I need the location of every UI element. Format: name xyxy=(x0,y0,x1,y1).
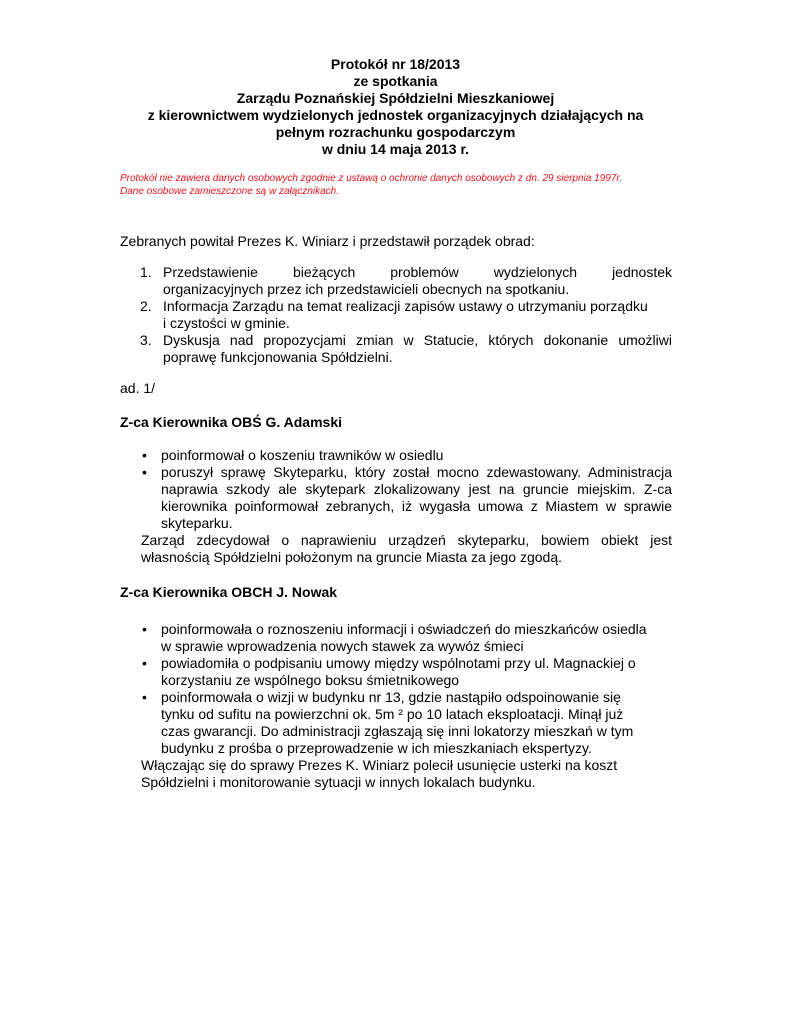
followup-text: Zarząd zdecydował o naprawieniu urządzeń skyteparku, bowiem obiekt jest xyxy=(141,532,672,548)
section-bullets xyxy=(120,621,672,791)
agenda-item xyxy=(120,332,672,366)
bullet-item xyxy=(120,464,672,532)
title-line: Protokół nr 18/2013 xyxy=(330,56,461,72)
agenda-item-number: 3. xyxy=(140,332,152,348)
section-bullets xyxy=(120,447,672,566)
bullet-text: korzystaniu ze wspólnego boksu śmietnikowego xyxy=(161,672,460,688)
bullet-icon: • xyxy=(142,621,147,637)
bullet-text: w sprawie wprowadzenia nowych stawek za wywóz śmieci xyxy=(161,638,524,654)
privacy-note-line: Dane osobowe zamieszczone są w załącznikach. xyxy=(120,186,339,197)
agenda-item-text: poprawę funkcjonowania Spółdzielni. xyxy=(163,349,393,365)
privacy-note-line: Protokół nie zawiera danych osobowych zgodnie z ustawą o ochronie danych osobowych z dn. 29 sierpnia 1997r. xyxy=(120,173,623,184)
agenda-item-text: Dyskusja nad propozycjami zmian w Statucie, których dokonanie umożliwi xyxy=(163,332,672,348)
section-followup xyxy=(120,532,672,566)
title-line: w dniu 14 maja 2013 r. xyxy=(321,141,470,157)
bullet-text: budynku z prośba o przeprowadzenie w ich mieszkaniach ekspertyzy. xyxy=(161,740,592,756)
bullet-icon: • xyxy=(142,447,147,463)
bullet-text: poinformowała o wizji w budynku nr 13, gdzie nastąpiło odspoinowanie się xyxy=(161,689,621,705)
title-line: pełnym rozrachunku gospodarczym xyxy=(275,124,516,140)
bullet-text: poruszył sprawę Skyteparku, który został mocno zdewastowany. Administracja xyxy=(161,464,672,480)
bullet-item xyxy=(120,447,672,464)
bullet-text: kierownika poinformował zebranych, iż wygasła umowa z Miastem w sprawie xyxy=(161,498,672,514)
bullet-text: powiadomiła o podpisaniu umowy między wspólnotami przy ul. Magnackiej o xyxy=(161,655,636,671)
bullet-icon: • xyxy=(142,464,147,480)
bullet-item xyxy=(120,655,672,689)
title-line: ze spotkania xyxy=(353,73,438,89)
intro-paragraph: Zebranych powitał Prezes K. Winiarz i przedstawił porządek obrad: xyxy=(120,233,535,249)
bullet-text: czas gwarancji. Do administracji zgłaszają się inni lokatorzy mieszkań w tym xyxy=(161,723,634,739)
agenda-list xyxy=(120,264,672,366)
agenda-item xyxy=(120,264,672,298)
agenda-item-text: organizacyjnych przez ich przedstawicieli obecnych na spotkaniu. xyxy=(163,281,570,297)
agenda-item-text: i czystości w gminie. xyxy=(163,315,290,331)
bullet-text: naprawia szkody ale skytepark zlokalizowany jest na gruncie miejskim. Z-ca xyxy=(161,481,672,497)
agenda-item-text: Przedstawienie bieżących problemów wydzielonych jednostek xyxy=(163,264,672,280)
bullet-item xyxy=(120,689,672,757)
bullet-icon: • xyxy=(142,689,147,705)
followup-text: Włączając się do sprawy Prezes K. Winiarz polecił usunięcie usterki na koszt xyxy=(141,757,618,773)
agenda-item-number: 2. xyxy=(140,298,152,314)
document-title xyxy=(100,56,691,158)
bullet-icon: • xyxy=(142,655,147,671)
bullet-text: poinformowała o roznoszeniu informacji i oświadczeń do mieszkańców osiedla xyxy=(161,621,647,637)
title-line: Zarządu Poznańskiej Spółdzielni Mieszkaniowej xyxy=(236,90,555,106)
bullet-item xyxy=(120,621,672,655)
agenda-item xyxy=(120,298,672,332)
title-line: z kierownictwem wydzielonych jednostek organizacyjnych działających na xyxy=(147,107,644,123)
section-heading: Z-ca Kierownika OBCH J. Nowak xyxy=(120,584,338,600)
privacy-note xyxy=(120,172,720,198)
bullet-text: tynku od sufitu na powierzchni ok. 5m ² po 10 latach eksploatacji. Minął już xyxy=(161,706,624,722)
section-heading: Z-ca Kierownika OBŚ G. Adamski xyxy=(120,414,342,430)
agenda-item-text: Informacja Zarządu na temat realizacji zapisów ustawy o utrzymaniu porządku xyxy=(163,298,648,314)
followup-text: Spółdzielni i monitorowanie sytuacji w innych lokalach budynku. xyxy=(141,774,536,790)
followup-text: własnością Spółdzielni położonym na gruncie Miasta za jego zgodą. xyxy=(141,549,563,565)
section-followup xyxy=(120,757,672,791)
bullet-text: skyteparku. xyxy=(161,515,233,531)
bullet-text: poinformował o koszeniu trawników w osiedlu xyxy=(161,447,444,463)
agenda-item-number: 1. xyxy=(140,264,152,280)
ad-label: ad. 1/ xyxy=(120,380,156,396)
